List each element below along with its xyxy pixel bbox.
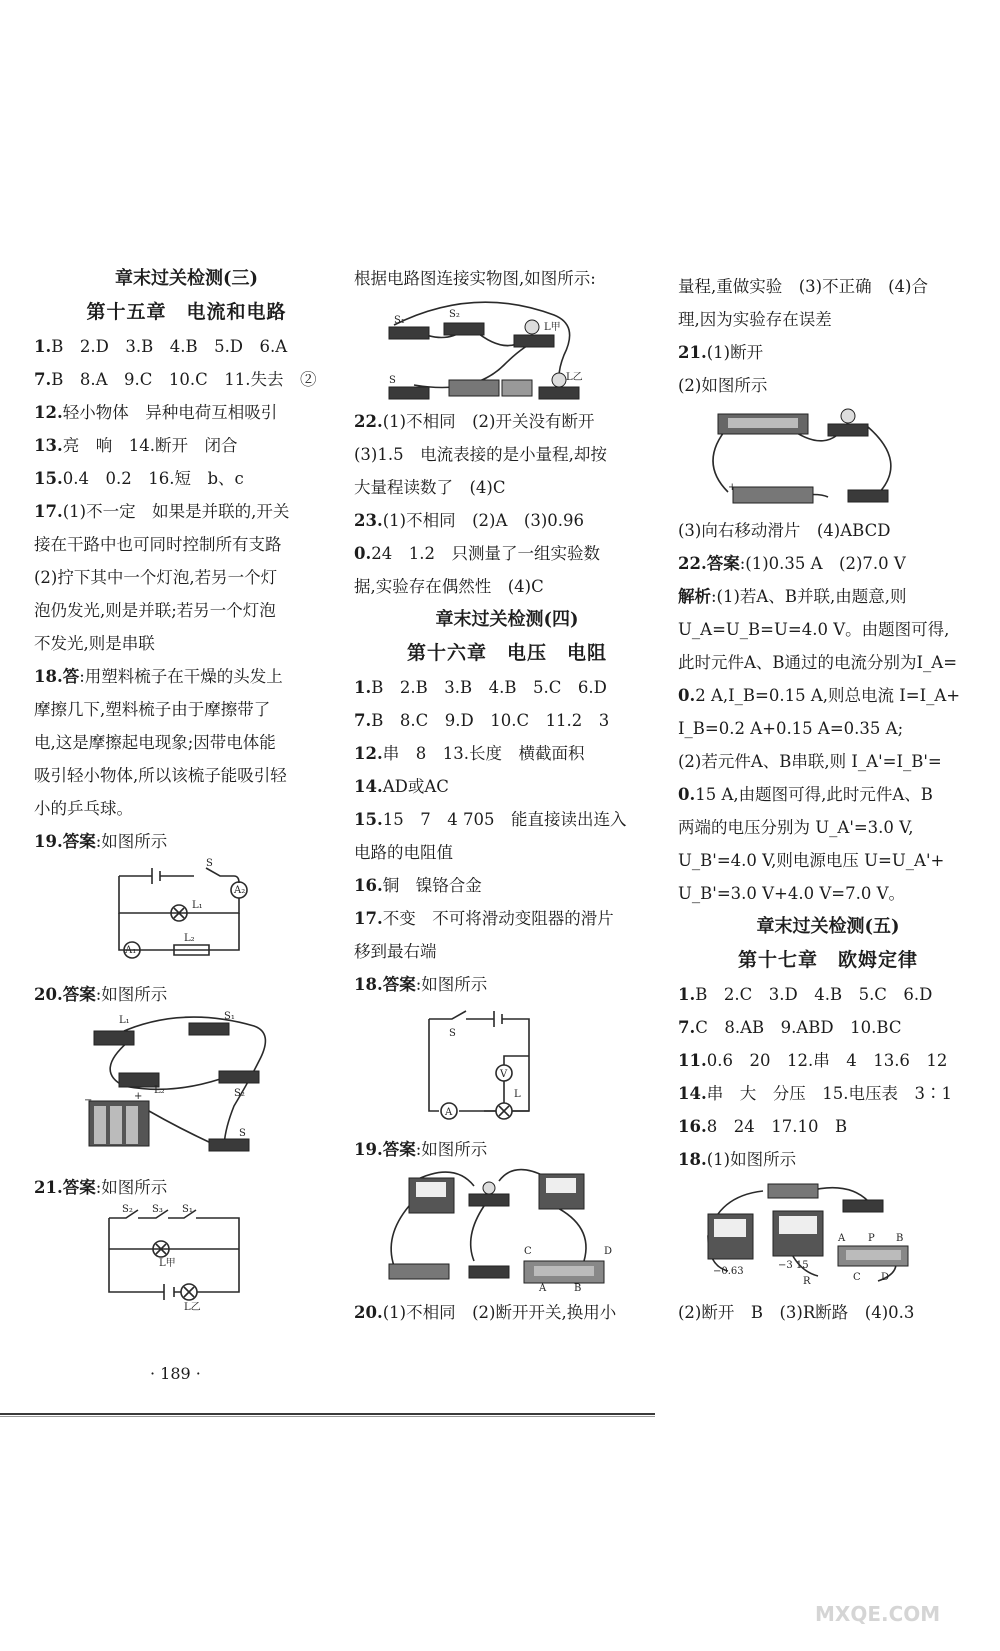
answer-line: U_B'=3.0 V+4.0 V=7.0 V。	[678, 884, 905, 903]
label-minus: −	[84, 1095, 93, 1106]
q20-text: 20.答案:如图所示	[34, 985, 168, 1004]
answer-line: 14.AD或AC	[354, 777, 449, 796]
answer-line: 7.B 8.C 9.D 10.C 11.2 3	[354, 711, 610, 730]
label-b: B	[574, 1283, 582, 1294]
physical-circuit-21	[678, 402, 978, 514]
answer-line: 7.C 8.AB 9.ABD 10.BC	[678, 1018, 902, 1037]
label-l1: L₁	[119, 1015, 130, 1026]
bottom-rule-thin	[0, 1416, 655, 1417]
answer-line: 21.(1)断开	[678, 343, 764, 362]
section-heading: 章末过关检测(五)	[756, 916, 900, 937]
answer-line: I_B=0.2 A+0.15 A=0.35 A;	[678, 719, 904, 738]
label-v: V	[500, 1069, 508, 1080]
label-a: A	[445, 1107, 453, 1118]
physical-circuit-intro	[354, 295, 660, 405]
label-a2: A₂	[234, 885, 246, 896]
answer-line: 16.8 24 17.10 B	[678, 1117, 848, 1136]
column-3	[678, 270, 978, 1329]
answer-line: U_A=U_B=U=4.0 V。由题图可得,	[678, 620, 950, 639]
answer-line: (3)向右移动滑片 (4)ABCD	[678, 521, 891, 540]
answer-line: 两端的电压分别为 U_A'=3.0 V,	[678, 818, 914, 837]
label-s2: S₂	[234, 1088, 245, 1099]
label-l: L	[514, 1089, 521, 1100]
answer-line: 接在干路中也可同时控制所有支路	[34, 535, 282, 554]
watermark-text: MXQE.COM	[815, 1602, 941, 1626]
answer-line: 0.24 1.2 只测量了一组实验数	[354, 544, 600, 563]
label-plus: +	[728, 482, 737, 493]
section-heading: 章末过关检测(四)	[435, 609, 579, 630]
physical-circuit-19	[354, 1166, 660, 1296]
answer-line: 17.不变 不可将滑动变阻器的滑片	[354, 909, 614, 928]
label-plus: +	[134, 1091, 143, 1102]
answer-line: 23.(1)不相同 (2)A (3)0.96	[354, 511, 584, 530]
circuit-diagram-18	[354, 1001, 660, 1133]
answer-line: 据,实验存在偶然性 (4)C	[354, 577, 544, 596]
answer-line: 大量程读数了 (4)C	[354, 478, 506, 497]
answer-lines-b	[678, 514, 978, 910]
answer-line: 15.15 7 4 705 能直接读出连入	[354, 810, 627, 829]
answer-lines-a	[354, 405, 660, 603]
circuit-diagram-21	[34, 1204, 339, 1314]
watermark-logo	[810, 1567, 980, 1631]
answer-line: (3)1.5 电流表接的是小量程,却按	[354, 445, 607, 464]
answer-line: (2)拧下其中一个灯泡,若另一个灯	[34, 568, 278, 587]
label-a1: A₁	[125, 945, 137, 956]
label-scale: −0.63	[713, 1266, 744, 1277]
chapter-heading: 第十六章 电压 电阻	[406, 642, 607, 664]
q21-text: 21.答案:如图所示	[34, 1178, 168, 1197]
answer-line: 18.答案:如图所示	[354, 975, 488, 994]
answer-line: 19.答案:如图所示	[34, 832, 168, 851]
answer-line: 15.0.4 0.2 16.短 b、c	[34, 469, 244, 488]
label-lj: L甲	[159, 1258, 176, 1269]
chapter-heading: 第十七章 欧姆定律	[737, 949, 918, 971]
answer-line: U_B'=4.0 V,则电源电压 U=U_A'+	[678, 851, 945, 870]
label-s: S	[206, 858, 213, 869]
bottom-rule	[0, 1413, 655, 1415]
answer-line: 22.答案:(1)0.35 A (2)7.0 V	[678, 554, 906, 573]
answer-line: 泡仍发光,则是并联;若另一个灯泡	[34, 601, 276, 620]
answer-line: 电,这是摩擦起电现象;因带电体能	[34, 733, 276, 752]
answer-line: 量程,重做实验 (3)不正确 (4)合	[678, 277, 928, 296]
answer-line: 0.2 A,I_B=0.15 A,则总电流 I=I_A+	[678, 686, 961, 705]
answer-line: 7.B 8.A 9.C 10.C 11.失去 ②	[34, 370, 317, 389]
answer-line: 移到最右端	[354, 942, 437, 961]
label-ly: L乙	[184, 1302, 201, 1313]
label-s: S	[449, 1028, 456, 1039]
label-ly: L乙	[566, 372, 583, 383]
answer-line: 17.(1)不一定 如果是并联的,开关	[34, 502, 290, 521]
answer-line: 吸引轻小物体,所以该梳子能吸引轻	[34, 766, 287, 785]
label-r: R	[803, 1276, 811, 1287]
answer-line: 电路的电阻值	[354, 843, 453, 862]
label-scale2: −3 15	[778, 1260, 809, 1271]
answer-line: 此时元件A、B通过的电流分别为I_A=	[678, 653, 958, 672]
label-b: B	[896, 1233, 904, 1244]
column-2	[354, 262, 660, 1329]
answer-line: 0.15 A,由题图可得,此时元件A、B	[678, 785, 933, 804]
physical-circuit-20	[34, 1011, 339, 1171]
column-1	[34, 262, 339, 1314]
answer-line: 12.轻小物体 异种电荷互相吸引	[34, 403, 278, 422]
q19-text: 19.答案:如图所示	[354, 1140, 488, 1159]
page-number: · 189 ·	[150, 1364, 201, 1383]
circuit-diagram-19	[34, 858, 339, 978]
label-s2: S₂	[449, 309, 460, 320]
label-c: C	[524, 1246, 532, 1257]
label-s1: S₁	[394, 315, 405, 326]
answer-line: 16.铜 镍铬合金	[354, 876, 482, 895]
answer-line: 18.(1)如图所示	[678, 1150, 797, 1169]
physical-circuit-18	[678, 1176, 978, 1296]
chapter-heading: 第十五章 电流和电路	[86, 301, 287, 323]
intro-text: 根据电路图连接实物图,如图所示:	[354, 269, 596, 288]
label-s1: S₁	[224, 1011, 235, 1022]
label-d: D	[881, 1272, 890, 1283]
label-s3: S₃	[152, 1204, 163, 1215]
label-s: S	[389, 375, 396, 386]
label-p: P	[868, 1233, 875, 1244]
answer-line: 22.(1)不相同 (2)开关没有断开	[354, 412, 595, 431]
answer-line: 1.B 2.B 3.B 4.B 5.C 6.D	[354, 678, 607, 697]
label-l2: L₂	[184, 933, 195, 944]
q20-text: 20.(1)不相同 (2)断开开关,换用小	[354, 1303, 617, 1322]
label-lj: L甲	[544, 322, 561, 333]
label-s1: S₁	[182, 1204, 193, 1215]
label-a: A	[838, 1233, 846, 1244]
answer-line: (2)如图所示	[678, 376, 768, 395]
label-d: D	[604, 1246, 613, 1257]
label-s2: S₂	[122, 1204, 133, 1215]
answer-line: 解析:(1)若A、B并联,由题意,则	[678, 587, 907, 606]
section-heading: 章末过关检测(三)	[114, 268, 259, 289]
answer-lines-c	[678, 978, 978, 1176]
answer-line: 1.B 2.C 3.D 4.B 5.C 6.D	[678, 985, 933, 1004]
label-l2: L₂	[154, 1085, 165, 1096]
answer-line: 不发光,则是串联	[34, 634, 155, 653]
label-l1: L₁	[192, 900, 203, 911]
answer-lines	[34, 330, 339, 858]
answer-line: 1.B 2.D 3.B 4.B 5.D 6.A	[34, 337, 288, 356]
label-a: A	[539, 1283, 547, 1294]
answer-line: 小的乒乓球。	[34, 799, 133, 818]
answer-line: 12.串 8 13.长度 横截面积	[354, 744, 585, 763]
label-s: S	[239, 1128, 246, 1139]
answer-line: 13.亮 响 14.断开 闭合	[34, 436, 238, 455]
label-c: C	[853, 1272, 861, 1283]
answer-line: 摩擦几下,塑料梳子由于摩擦带了	[34, 700, 271, 719]
answer-line: 14.串 大 分压 15.电压表 3∶1	[678, 1084, 952, 1103]
answer-line: 18.答:用塑料梳子在干燥的头发上	[34, 667, 283, 686]
answer-line: 理,因为实验存在误差	[678, 310, 832, 329]
answer-lines-b	[354, 671, 660, 1001]
answer-line: (2)若元件A、B串联,则 I_A'=I_B'=	[678, 752, 942, 771]
answer-lines-a	[678, 270, 978, 402]
answer-line: 11.0.6 20 12.串 4 13.6 12	[678, 1051, 948, 1070]
last-line: (2)断开 B (3)R断路 (4)0.3	[678, 1303, 915, 1322]
